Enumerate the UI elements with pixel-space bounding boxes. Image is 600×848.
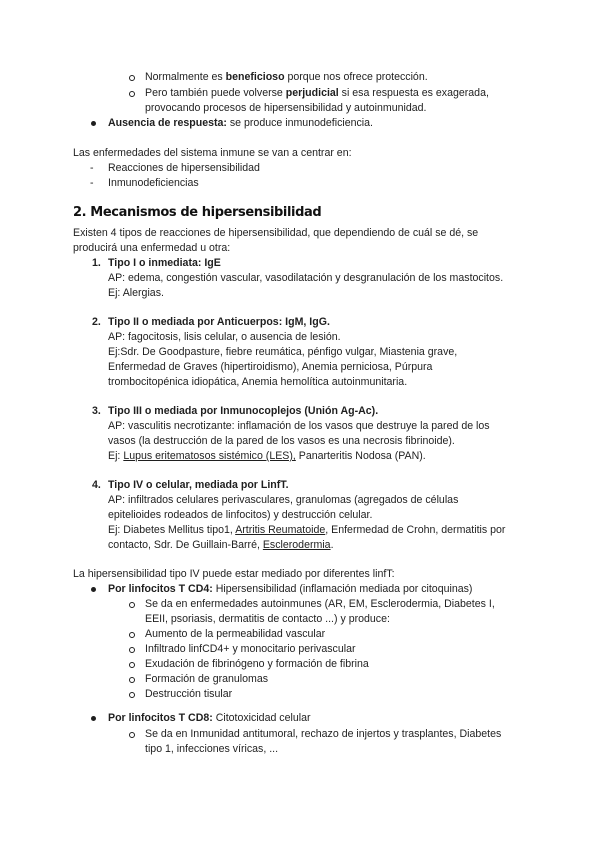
- type-line: AP: vasculitis necrotizante: inflamación de los vasos que destruye la pared de los: [108, 420, 490, 432]
- type-line: Ej:Sdr. De Goodpasture, fiebre reumática, pénfigo vulgar, Miastenia grave,: [108, 346, 458, 358]
- paragraph: Existen 4 tipos de reacciones de hipersensibilidad, que dependiendo de cuál se dé, se: [73, 227, 479, 239]
- dash-bullet-icon: -: [90, 162, 94, 174]
- type-title: Tipo IV o celular, mediada por LinfT.: [108, 479, 289, 491]
- list-item: Infiltrado linfCD4+ y monocitario perivascular: [145, 643, 356, 655]
- list-item: Ausencia de respuesta: se produce inmunodeficiencia.: [108, 117, 373, 129]
- hollow-bullet-icon: [129, 632, 135, 638]
- list-item: Reacciones de hipersensibilidad: [108, 162, 260, 174]
- type-line: AP: infiltrados celulares perivasculares, granulomas (agregados de células: [108, 494, 459, 506]
- lupus-link[interactable]: Lupus eritematosos sistémico (LES),: [123, 450, 296, 462]
- list-item-continuation: tipo 1, infecciones víricas, ...: [145, 743, 279, 755]
- list-item: Por linfocitos T CD4: Hipersensibilidad (inflamación mediada por citoquinas): [108, 583, 473, 595]
- dash-bullet-icon: -: [90, 177, 94, 189]
- hollow-bullet-icon: [129, 91, 135, 97]
- hollow-bullet-icon: [129, 647, 135, 653]
- list-item: Se da en enfermedades autoinmunes (AR, EM, Esclerodermia, Diabetes I,: [145, 598, 495, 610]
- type-title: Tipo I o inmediata: IgE: [108, 257, 221, 269]
- list-item: Normalmente es beneficioso porque nos ofrece protección.: [145, 71, 428, 83]
- hollow-bullet-icon: [129, 677, 135, 683]
- hollow-bullet-icon: [129, 602, 135, 608]
- paragraph: Las enfermedades del sistema inmune se van a centrar en:: [73, 147, 352, 159]
- hollow-bullet-icon: [129, 75, 135, 81]
- list-item: Por linfocitos T CD8: Citotoxicidad celular: [108, 712, 311, 724]
- list-number: 2.: [92, 316, 101, 328]
- type-title: Tipo II o mediada por Anticuerpos: IgM, IgG.: [108, 316, 330, 328]
- bullet-icon: [91, 587, 96, 592]
- type-line: epitelioides rodeados de linfocitos) y destrucción celular.: [108, 509, 373, 521]
- hollow-bullet-icon: [129, 662, 135, 668]
- type-line: contacto, Sdr. De Guillain-Barré, Esclerodermia.: [108, 539, 334, 551]
- list-item: Se da en Inmunidad antitumoral, rechazo de injertos y trasplantes, Diabetes: [145, 728, 502, 740]
- paragraph: La hipersensibilidad tipo IV puede estar mediado por diferentes linfT:: [73, 568, 395, 580]
- list-item: Formación de granulomas: [145, 673, 269, 685]
- list-item-continuation: EEII, psoriasis, dermatitis de contacto ...) y produce:: [145, 613, 390, 625]
- hollow-bullet-icon: [129, 732, 135, 738]
- list-number: 4.: [92, 479, 101, 491]
- type-line: Enfermedad de Graves (hipertiroidismo), Anemia perniciosa, Púrpura: [108, 361, 433, 373]
- type-line: vasos (la destrucción de la pared de los vasos es una necrosis fibrinoide).: [108, 435, 455, 447]
- esclerodermia-link[interactable]: Esclerodermia: [262, 539, 331, 551]
- artritis-link[interactable]: Artritis Reumatoide: [235, 524, 326, 536]
- list-number: 1.: [92, 257, 101, 269]
- list-item-continuation: provocando procesos de hipersensibilidad y autoinmunidad.: [145, 102, 427, 114]
- type-line: AP: edema, congestión vascular, vasodilatación y desgranulación de los mastocitos.: [108, 272, 504, 284]
- section-heading: 2. Mecanismos de hipersensibilidad: [73, 205, 322, 220]
- list-item: Destrucción tisular: [145, 688, 233, 700]
- list-item: Aumento de la permeabilidad vascular: [145, 628, 326, 640]
- type-line: AP: fagocitosis, lisis celular, o ausencia de lesión.: [108, 331, 341, 343]
- bullet-icon: [91, 716, 96, 721]
- type-line: Ej: Alergias.: [108, 287, 164, 299]
- type-line: trombocitopénica idiopática, Anemia hemolítica autoinmunitaria.: [108, 376, 408, 388]
- list-item: Inmunodeficiencias: [108, 177, 199, 189]
- type-line: Ej: Diabetes Mellitus tipo1, Artritis Reumatoide, Enfermedad de Crohn, dermatitis por: [108, 524, 506, 536]
- paragraph: producirá una enfermedad u otra:: [73, 242, 231, 254]
- list-item: Exudación de fibrinógeno y formación de fibrina: [145, 658, 369, 670]
- type-title: Tipo III o mediada por Inmunocoplejos (Unión Ag-Ac).: [108, 405, 379, 417]
- list-number: 3.: [92, 405, 101, 417]
- list-item: Pero también puede volverse perjudicial si esa respuesta es exagerada,: [145, 87, 489, 99]
- type-line: Ej: Lupus eritematosos sistémico (LES), Panarteritis Nodosa (PAN).: [108, 450, 426, 462]
- hollow-bullet-icon: [129, 692, 135, 698]
- bullet-icon: [91, 121, 96, 126]
